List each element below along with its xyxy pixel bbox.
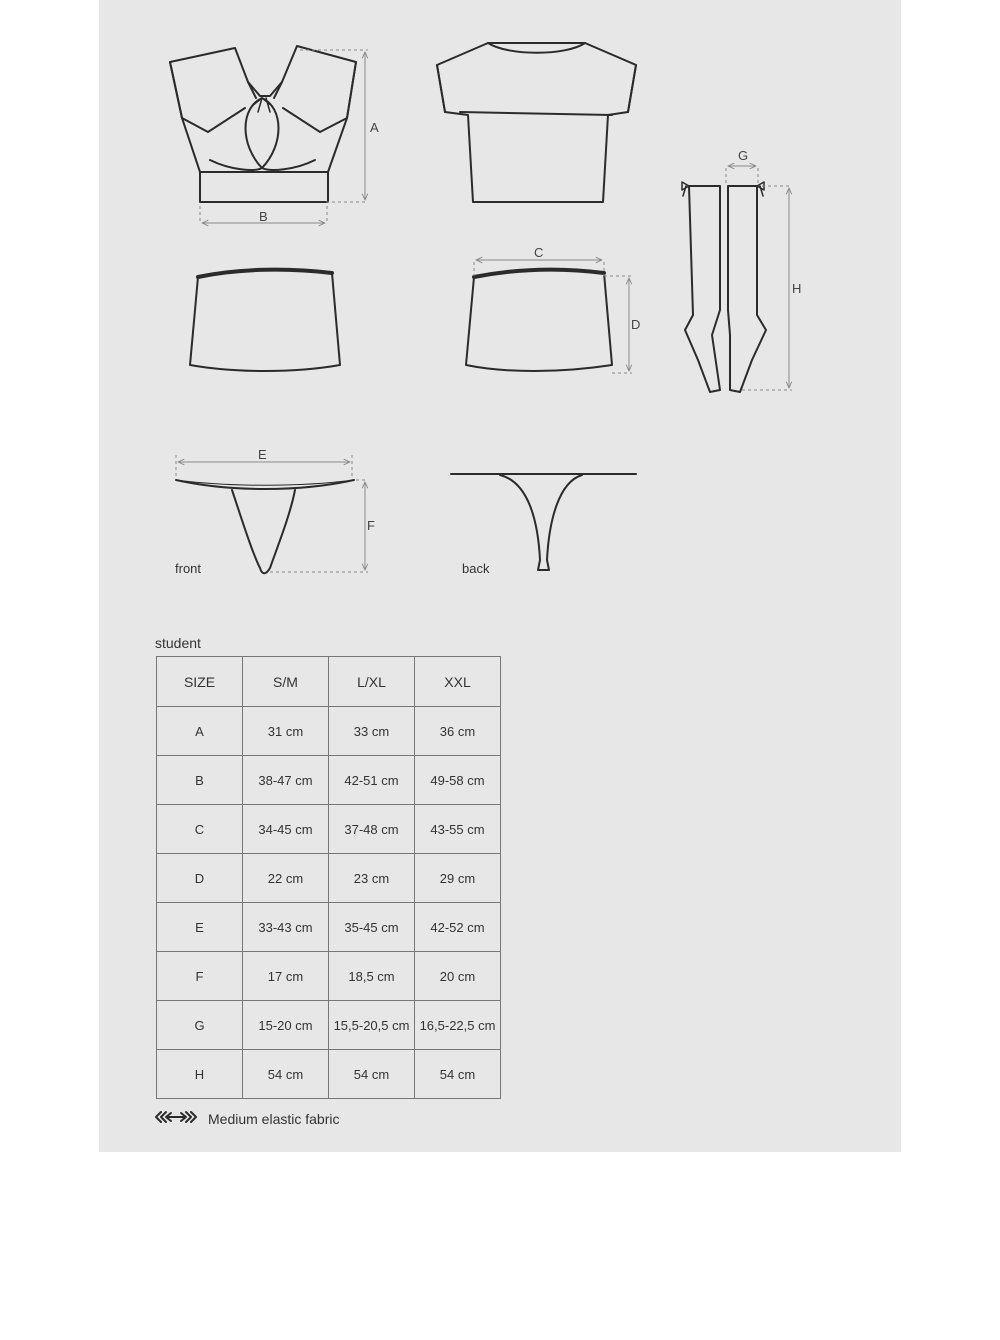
header-sm: S/M: [243, 657, 329, 707]
front-label: front: [175, 561, 202, 576]
cell-xxl: 20 cm: [415, 952, 501, 1001]
back-label: back: [462, 561, 490, 576]
top-back-drawing: [437, 43, 636, 202]
header-lxl: L/XL: [329, 657, 415, 707]
header-xxl: XXL: [415, 657, 501, 707]
cell-lxl: 23 cm: [329, 854, 415, 903]
cell-xxl: 29 cm: [415, 854, 501, 903]
cell-lxl: 18,5 cm: [329, 952, 415, 1001]
size-table: [156, 656, 501, 1099]
row-size: C: [157, 805, 243, 854]
table-title: student: [155, 635, 201, 651]
row-size: B: [157, 756, 243, 805]
table-row: [157, 952, 501, 1001]
table-row: [157, 903, 501, 952]
dimension-label-g: G: [738, 148, 749, 163]
cell-xxl: 54 cm: [415, 1050, 501, 1099]
cell-sm: 22 cm: [243, 854, 329, 903]
cell-sm: 15-20 cm: [243, 1001, 329, 1050]
cell-lxl: 33 cm: [329, 707, 415, 756]
skirt-back-drawing: [466, 270, 612, 371]
legend-text: Medium elastic fabric: [208, 1111, 340, 1127]
table-row: [157, 854, 501, 903]
dimension-label-b: B: [259, 209, 268, 224]
row-size: E: [157, 903, 243, 952]
stockings-drawing: [682, 182, 766, 392]
table-row: [157, 756, 501, 805]
cell-xxl: 49-58 cm: [415, 756, 501, 805]
cell-xxl: 36 cm: [415, 707, 501, 756]
cell-lxl: 54 cm: [329, 1050, 415, 1099]
dimension-label-e: E: [258, 447, 267, 462]
table-row: [157, 707, 501, 756]
elastic-arrows-icon: [155, 1110, 197, 1124]
dimension-label-c: C: [534, 245, 544, 260]
cell-lxl: 37-48 cm: [329, 805, 415, 854]
dimension-label-a: A: [370, 120, 379, 135]
top-front-drawing: [170, 46, 356, 202]
cell-sm: 38-47 cm: [243, 756, 329, 805]
cell-xxl: 43-55 cm: [415, 805, 501, 854]
cell-lxl: 15,5-20,5 cm: [329, 1001, 415, 1050]
cell-sm: 17 cm: [243, 952, 329, 1001]
dimension-label-f: F: [367, 518, 375, 533]
header-size: SIZE: [157, 657, 243, 707]
row-size: F: [157, 952, 243, 1001]
row-size: H: [157, 1050, 243, 1099]
row-size: A: [157, 707, 243, 756]
cell-xxl: 16,5-22,5 cm: [415, 1001, 501, 1050]
cell-xxl: 42-52 cm: [415, 903, 501, 952]
cell-sm: 33-43 cm: [243, 903, 329, 952]
cell-lxl: 42-51 cm: [329, 756, 415, 805]
row-size: G: [157, 1001, 243, 1050]
row-size: D: [157, 854, 243, 903]
skirt-front-drawing: [190, 270, 340, 371]
cell-sm: 54 cm: [243, 1050, 329, 1099]
table-row: [157, 805, 501, 854]
table-header-row: [157, 657, 501, 707]
dimension-label-h: H: [792, 281, 802, 296]
thong-back-drawing: [451, 474, 636, 570]
cell-lxl: 35-45 cm: [329, 903, 415, 952]
table-row: [157, 1001, 501, 1050]
cell-sm: 31 cm: [243, 707, 329, 756]
thong-front-drawing: [175, 480, 354, 576]
table-row: [157, 1050, 501, 1099]
dimension-label-d: D: [631, 317, 641, 332]
cell-sm: 34-45 cm: [243, 805, 329, 854]
